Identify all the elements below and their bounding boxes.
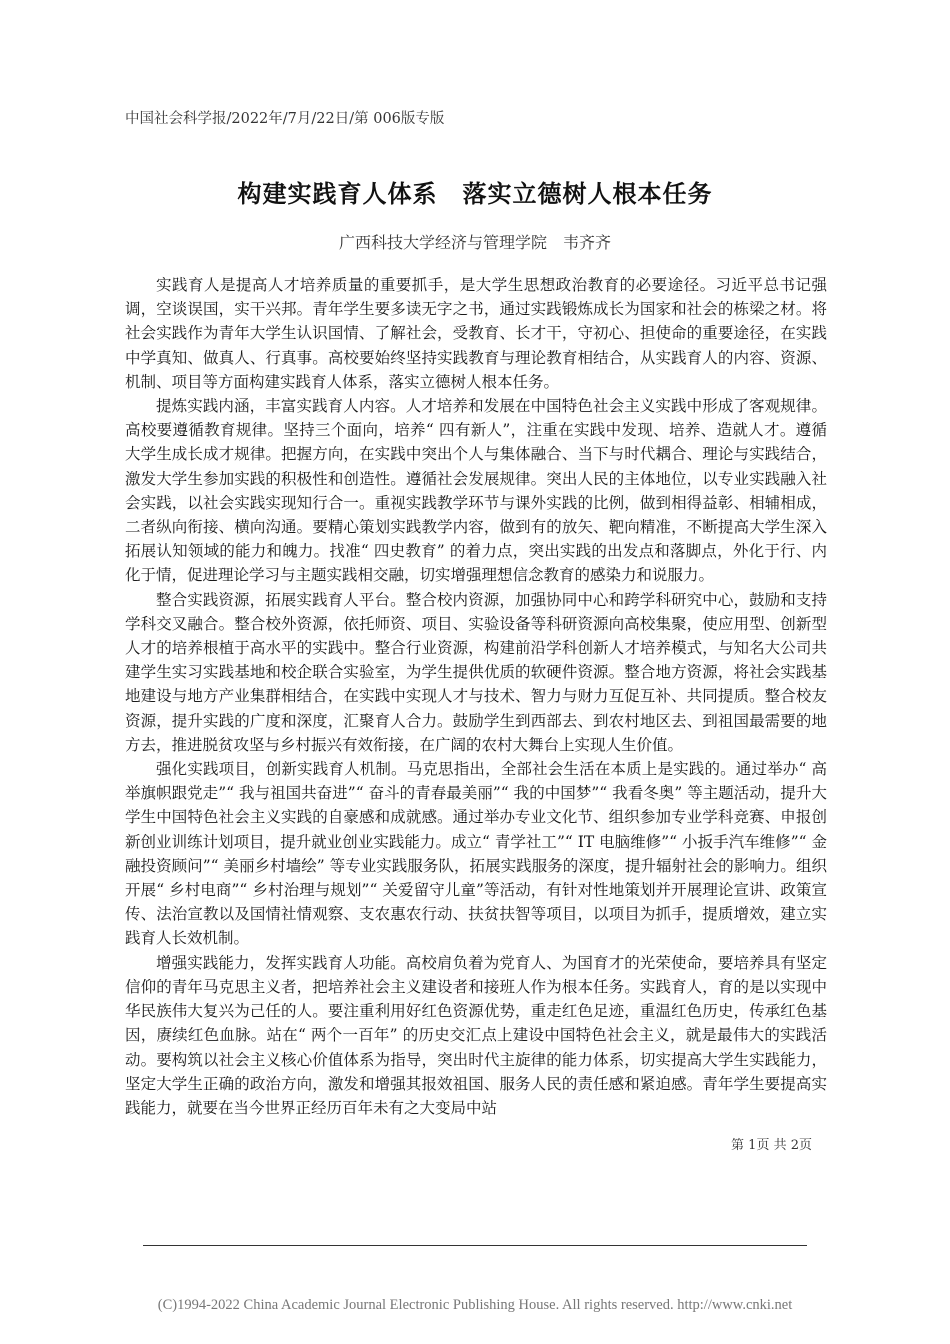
footer-divider <box>143 1245 807 1246</box>
author-byline: 广西科技大学经济与管理学院 韦齐齐 <box>338 233 611 252</box>
paragraph: 实践育人是提高人才培养质量的重要抓手，是大学生思想政治教育的必要途径。习近平总书记强调，空谈误国，实干兴邦。青年学生要多读无字之书，通过实践锻炼成长为国家和社会的栋梁之材。将社会实践作为青年大学生认识国情、了解社会，受教育、长才干，守初心、担使命的重要途径，在实践中学真知、做真人、行真事。高校要始终坚持实践教育与理论教育相结合，从实践育人的内容、资源、机制、项目等方面构建实践育人体系，落实立德树人根本任务。 <box>125 276 827 391</box>
article-body <box>125 273 827 1120</box>
paragraph: 增强实践能力，发挥实践育人功能。高校肩负着为党育人、为国育才的光荣使命，要培养具有坚定信仰的青年马克思主义者，把培养社会主义建设者和接班人作为根本任务。实践育人，育的是以实现中华民族伟大复兴为己任的人。要注重利用好红色资源优势，重走红色足迹，重温红色历史，传承红色基因，赓续红色血脉。站在“ 两个一百年” 的历史交汇点上建设中国特色社会主义，就是最伟大的实践活动。要构筑以社会主义核心价值体系为指导，突出时代主旋律的能力体系，切实提高大学生实践能力，坚定大学生正确的政治方向，激发和增强其报效祖国、服务人民的责任感和紧迫感。青年学生要提高实践能力，就要在当今世界正经历百年未有之大变局中站 <box>125 953 827 1117</box>
paragraph: 整合实践资源，拓展实践育人平台。整合校内资源，加强协同中心和跨学科研究中心，鼓励和支持学科交叉融合。整合校外资源，依托师资、项目、实验设备等科研资源向高校集聚，使应用型、创新型人才的培养根植于高水平的实践中。整合行业资源，构建前沿学科创新人才培养模式，与知名大公司共建学生实习实践基地和校企联合实验室，为学生提供优质的软硬件资源。整合地方资源，将社会实践基地建设与地方产业集群相结合，在实践中实现人才与技术、智力与财力互促互补、共同提质。整合校友资源，提升实践的广度和深度，汇聚育人合力。鼓励学生到西部去、到农村地区去、到祖国最需要的地方去，推进脱贫攻坚与乡村振兴有效衔接，在广阔的农村大舞台上实现人生价值。 <box>125 590 827 754</box>
source-citation: 中国社会科学报/2022年/7月/22日/第 006版专版 <box>125 111 445 127</box>
page-number: 第 1页 共 2页 <box>731 1138 812 1153</box>
copyright-notice: (C)1994-2022 China Academic Journal Electronic Publishing House. All rights reserved. http://www.cnki.net <box>157 1297 793 1313</box>
paragraph: 强化实践项目，创新实践育人机制。马克思指出，全部社会生活在本质上是实践的。通过举办“ 高举旗帜跟党走”“ 我与祖国共奋进”“ 奋斗的青春最美丽”“ 我的中国梦”“ 我看冬奥” 等主题活动，提升大学生中国特色社会主义实践的自豪感和成就感。通过举办专业文化节、组织参加专业学科竞赛、申报创新创业训练计划项目，提升就业创业实践能力。成立“ 青学社工”“ IT 电脑维修”“ 小扳手汽车维修”“ 金融投资顾问”“ 美丽乡村墙绘” 等专业实践服务队，拓展实践服务的深度，提升辐射社会的影响力。组织开展“ 乡村电商”“ 乡村治理与规划”“ 关爱留守儿童”等活动，有针对性地策划并开展理论宣讲、政策宣传、法治宣教以及国情社情观察、支农惠农行动、扶贫扶智等项目，以项目为抓手，提质增效，建立实践育人长效机制。 <box>125 760 827 948</box>
article-title: 构建实践育人体系 落实立德树人根本任务 <box>237 179 713 208</box>
paragraph: 提炼实践内涵，丰富实践育人内容。人才培养和发展在中国特色社会主义实践中形成了客观规律。高校要遵循教育规律。坚持三个面向，培养“ 四有新人”，注重在实践中发现、培养、造就人才。遵循大学生成长成才规律。把握方向，在实践中突出个人与集体融合、当下与时代耦合、理论与实践结合，激发大学生参加实践的积极性和创造性。遵循社会发展规律。突出人民的主体地位，以专业实践融入社会实践，以社会实践实现知行合一。重视实践教学环节与课外实践的比例，做到相得益彰、相辅相成，二者纵向衔接、横向沟通。要精心策划实践教学内容，做到有的放矢、靶向精准，不断提高大学生深入拓展认知领域的能力和魄力。找准“ 四史教育” 的着力点，突出实践的出发点和落脚点，外化于行、内化于情，促进理论学习与主题实践相交融，切实增强理想信念教育的感染力和说服力。 <box>125 397 827 585</box>
